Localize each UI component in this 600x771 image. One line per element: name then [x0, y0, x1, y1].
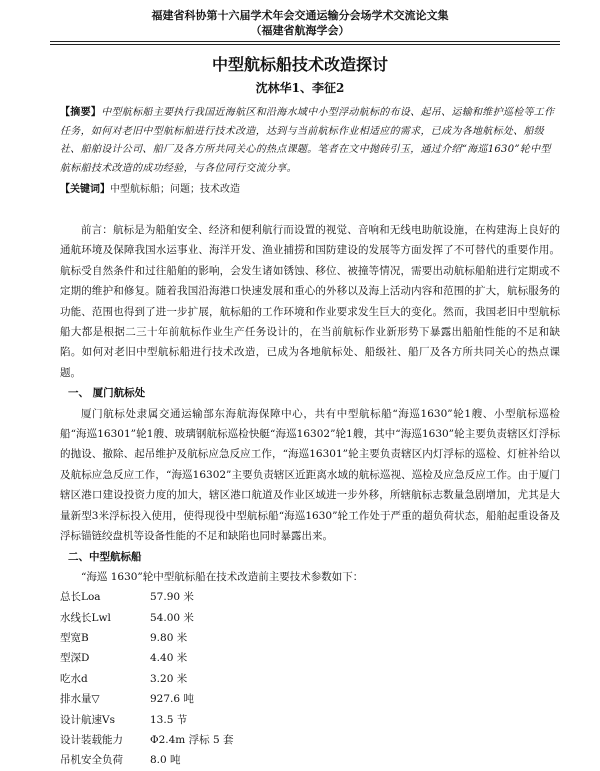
abstract-text: 中型航标船主要执行我国近海航区和沿海水域中小型浮动航标的布设、起吊、运输和维护巡检等工作任务，如何对老旧中型航标船进行技术改造，达到与当前航标作业相适应的需求，已成为各地航标处、船级社、船舶设计公司、船厂及各方所共同关心的热点课题。笔者在文中抛砖引玉，通过介绍“海巡1630”轮中型航标船技术改造的成功经验，与各位同行交流分享。 [60, 107, 555, 174]
body-text [60, 220, 560, 771]
section-1-paragraph: 厦门航标处隶属交通运输部东海航海保障中心，共有中型航标船“海巡1630”轮1艘、小型航标巡检船“海巡16301”轮1艘、玻璃钢航标巡检快艇“海巡16302”轮1艘，其中“海巡1630”轮主要负责辖区灯浮标的抛设、撤除、起吊维护及航标应急反应工作，“海巡16301”轮主要负责辖区内灯浮标的巡检、灯桩补给以及航标应急反应工作，“海巡16302”主要负责辖区近距离水域的航标巡视、巡检及应急反应工作。由于厦门辖区港口建设投资力度的加大，辖区港口航道及作业区域进一步外移，所辖航标志数量急剧增加，尤其是大量新型3米浮标投入使用，使得现役中型航标船“海巡1630”轮工作处于严重的超负荷状态，船舶起重设备及浮标锚链绞盘机等设备性能的不足和缺陷也同时暴露出来。 [60, 407, 560, 543]
section-2-intro: “海巡 1630”轮中型航标船在技术改造前主要技术参数如下： [81, 570, 364, 583]
param-row [60, 628, 560, 648]
param-name: 设计装载能力 [60, 734, 123, 747]
param-name: 设计航速Vs [60, 713, 115, 726]
abstract-label: 【摘要】 [60, 107, 102, 118]
param-row [60, 669, 560, 689]
param-name: 总长Loa [60, 591, 101, 604]
param-value: 57.90 米 [150, 591, 194, 604]
section-1-heading: 一、 厦门航标处 [68, 387, 146, 400]
param-value: 13.5 节 [150, 713, 188, 726]
paper-authors: 沈林华1、李征2 [255, 81, 345, 95]
param-row [60, 608, 560, 628]
param-row [60, 648, 560, 668]
param-value: Φ2.4m 浮标 5 套 [150, 734, 234, 747]
param-name: 水线长Lwl [60, 611, 111, 624]
header-rule-bottom [50, 44, 560, 45]
keywords-text: 中型航标船；问题；技术改造 [110, 184, 240, 195]
proceedings-header: 福建省科协第十六届学术年会交通运输分会场学术交流论文集 [151, 9, 449, 22]
param-row [60, 730, 560, 750]
preface-paragraph: 前言：航标是为船舶安全、经济和便利航行而设置的视觉、音响和无线电助航设施，在构建海上良好的通航环境及保障我国水运事业、海洋开发、渔业捕捞和国防建设的发展等方面发挥了不可替代的重要作用。航标受自然条件和过往船舶的影响，会发生诸如锈蚀、移位、被撞等情况，需要出动航标船舶进行定期或不定期的维护和修复。随着我国沿海港口快速发展和重心的外移以及海上活动内容和范围的扩大，航标服务的功能、范围也得到了进一步扩展，航标船的工作环境和作业要求发生巨大的变化。然而，我国老旧中型航标船大都是根据二三十年前航标作业生产任务设计的，在当前航标作业新形势下暴露出船舶性能的不足和缺陷。如何对老旧中型航标船进行技术改造，已成为各地航标处、船级社、船厂及各方所共同关心的热点课题。 [60, 224, 560, 379]
param-name: 吊机安全负荷 [60, 754, 123, 767]
society-subheader: （福建省航海学会） [250, 24, 350, 37]
param-name: 型深D [60, 652, 90, 665]
param-value: 8.0 吨 [150, 754, 181, 767]
section-2-heading: 二、中型航标船 [68, 550, 142, 563]
param-value: 9.80 米 [150, 632, 188, 645]
param-row [60, 710, 560, 730]
param-value: 927.6 吨 [150, 693, 194, 706]
keywords [60, 182, 560, 198]
param-name: 型宽B [60, 632, 89, 645]
header-rule-top [50, 41, 560, 42]
param-value: 54.00 米 [150, 611, 194, 624]
param-value: 4.40 米 [150, 652, 188, 665]
param-row [60, 689, 560, 709]
param-name: 排水量▽ [60, 693, 100, 706]
param-value: 3.20 米 [150, 672, 188, 685]
abstract [60, 104, 560, 178]
keywords-label: 【关键词】 [60, 184, 110, 195]
param-row [60, 750, 560, 770]
param-row [60, 587, 560, 607]
param-name: 吃水d [60, 672, 88, 685]
technical-parameters-list [60, 587, 560, 771]
paper-title: 中型航标船技术改造探讨 [211, 55, 388, 74]
